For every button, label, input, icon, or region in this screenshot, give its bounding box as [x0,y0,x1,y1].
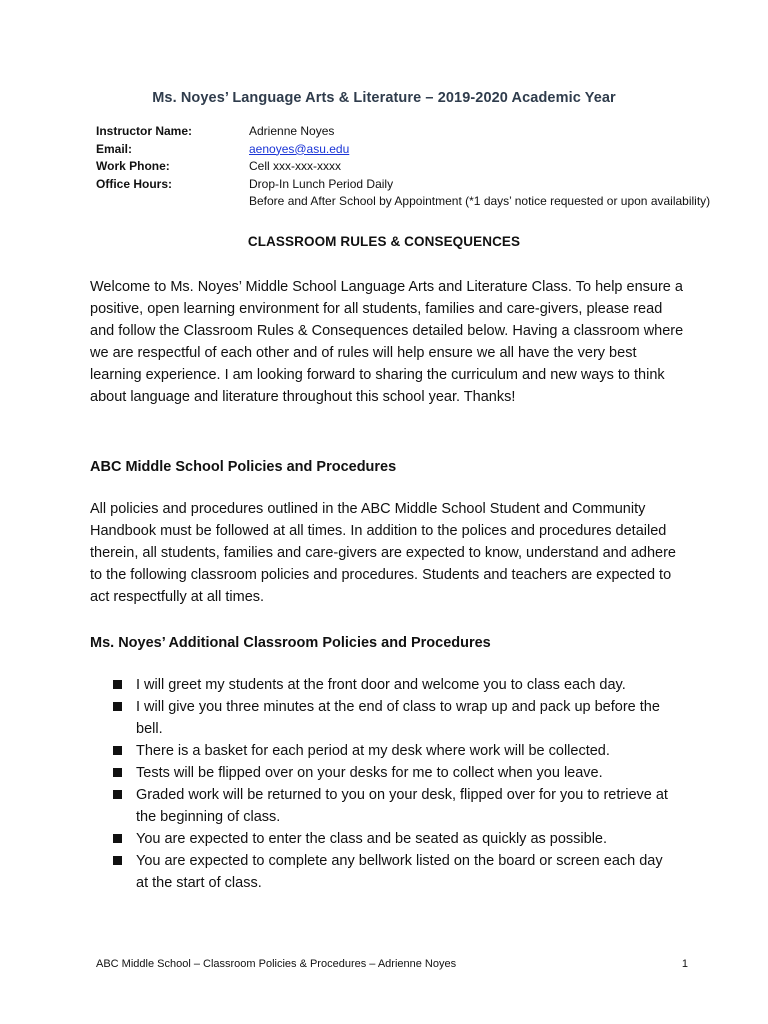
additional-policies-heading: Ms. Noyes’ Additional Classroom Policies and Procedures [90,635,491,651]
info-value [249,141,756,159]
list-item-text: Graded work will be returned to you on your desk, flipped over for you to retrieve at the beginning of class. [136,787,668,825]
info-row-instructor [96,123,756,141]
policies-heading: ABC Middle School Policies and Procedures [90,459,397,475]
info-value: Before and After School by Appointment (*1 days’ notice requested or upon availability) [249,194,711,209]
square-bullet-icon [112,828,136,850]
info-row-email [96,141,756,159]
list-item [112,740,672,762]
info-label: Instructor Name: [96,124,193,138]
footer-text: ABC Middle School – Classroom Policies & Procedures – Adrienne Noyes [96,958,457,970]
document-title: Ms. Noyes’ Language Arts & Literature – 2019-2020 Academic Year [152,90,616,106]
policies-list [112,674,672,894]
info-value: Adrienne Noyes [249,124,335,138]
list-item [112,784,672,828]
page-number: 1 [681,958,688,970]
list-item [112,762,672,784]
info-value: Cell xxx-xxx-xxxx [249,159,341,174]
info-row-phone [96,158,756,176]
info-label [96,193,249,211]
list-item-text: Tests will be flipped over on your desks for me to collect when you leave. [136,765,603,781]
info-row-office-hours-extra [96,193,756,211]
info-label: Office Hours: [96,176,173,191]
list-item-text: You are expected to complete any bellwork listed on the board or screen each day at the start of class. [136,853,663,891]
list-item-text: I will give you three minutes at the end of class to wrap up and pack up before the bell. [136,699,660,737]
square-bullet-icon [112,674,136,696]
list-item-text: I will greet my students at the front door and welcome you to class each day. [136,677,626,693]
page-footer [96,958,688,970]
info-row-office-hours [96,176,756,194]
info-label: Work Phone: [96,159,170,174]
list-item [112,696,672,740]
square-bullet-icon [112,740,136,762]
list-item [112,674,672,696]
square-bullet-icon [112,850,136,894]
rules-heading: CLASSROOM RULES & CONSEQUENCES [247,234,521,249]
policies-paragraph: All policies and procedures outlined in the ABC Middle School Student and Community Handbook must be followed at all times. In addition to the polices and procedures detailed therein, all students, families and care-givers are expected to know, understand and adhere to the following classroom policies and procedures. Students and teachers are expected to act respectfully at all times. [90,501,676,605]
list-item-text: There is a basket for each period at my desk where work will be collected. [136,743,610,759]
list-item [112,850,672,894]
email-link[interactable]: aenoyes@asu.edu [249,141,350,156]
instructor-info [96,123,756,211]
info-label: Email: [96,141,133,156]
welcome-paragraph: Welcome to Ms. Noyes’ Middle School Language Arts and Literature Class. To help ensure a positive, open learning environment for all students, families and care-givers, please read and follow the Classroom Rules & Consequences detailed below. Having a classroom where we are respectful of each other and of rules will help ensure we all have the very best learning experience. I am looking forward to sharing the curriculum and new ways to think about language and literature throughout this school year. Thanks! [90,279,684,405]
info-value: Drop-In Lunch Period Daily [249,176,394,191]
list-item-text: You are expected to enter the class and be seated as quickly as possible. [136,831,608,847]
square-bullet-icon [112,784,136,828]
list-item [112,828,672,850]
square-bullet-icon [112,762,136,784]
square-bullet-icon [112,696,136,740]
